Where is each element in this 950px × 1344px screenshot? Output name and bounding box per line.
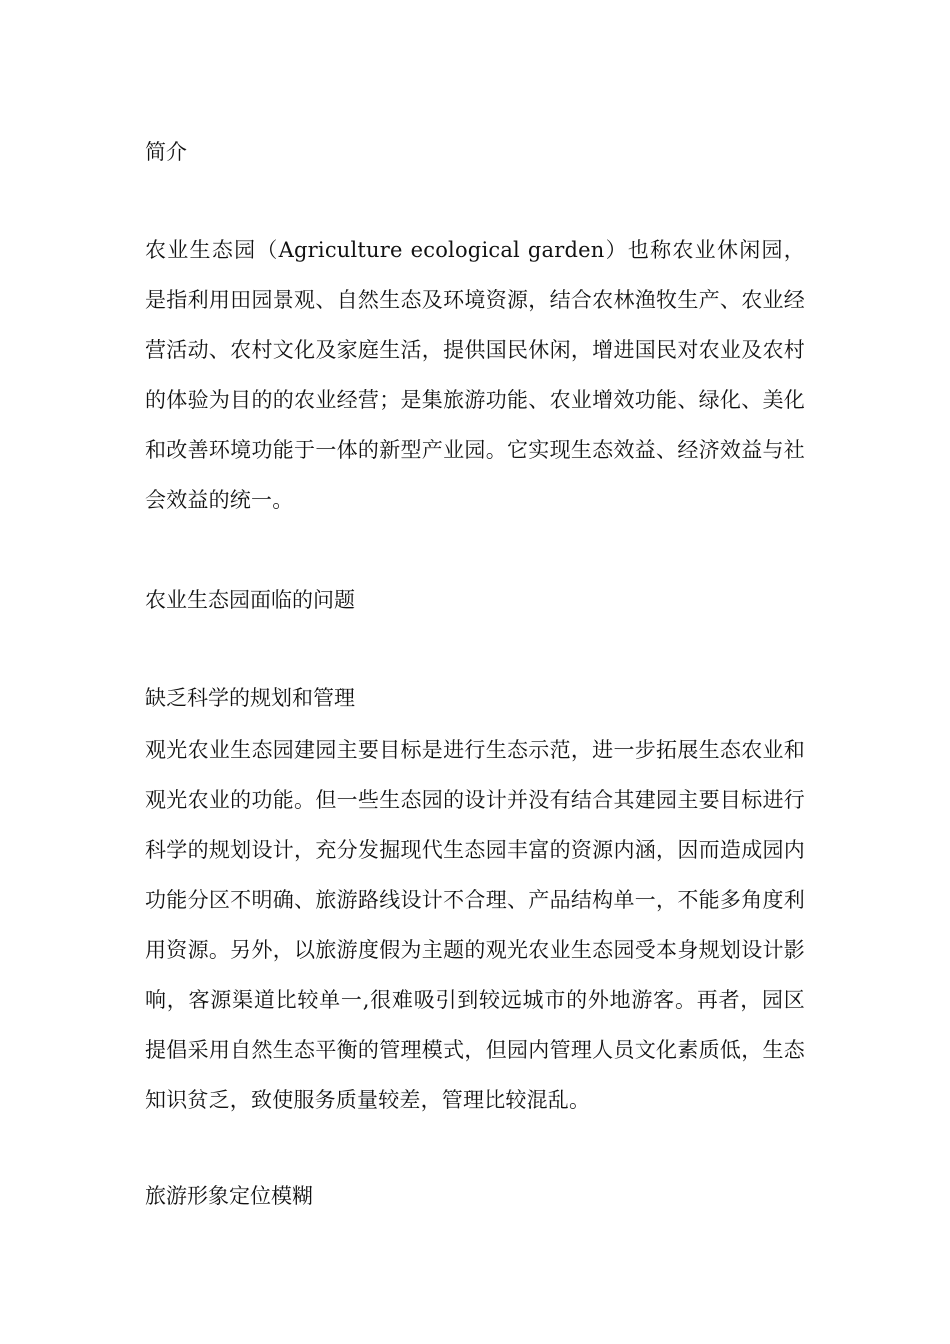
positioning-subheading: 旅游形象定位模糊 [145, 1184, 313, 1208]
planning-paragraph: 观光农业生态园建园主要目标是进行生态示范，进一步拓展生态农业和观光农业的功能。但一些生态园的设计并没有结合其建园主要目标进行科学的规划设计，充分发掘现代生态园丰富的资源内涵，因而造成园内功能分区不明确、旅游路线设计不合理、产品结构单一，不能多角度利用资源。另外，以旅游度假为主题的观光农业生态园受本身规划设计影响，客源渠道比较单一,很难吸引到较远城市的外地游客。再者，园区提倡采用自然生态平衡的管理模式，但园内管理人员文化素质低，生态知识贫乏，致使服务质量较差，管理比较混乱。 [145, 738, 805, 1112]
problems-heading: 农业生态园面临的问题 [145, 588, 355, 612]
intro-heading: 简介 [145, 140, 187, 164]
planning-subheading: 缺乏科学的规划和管理 [145, 686, 355, 710]
intro-paragraph: 农业生态园（Agriculture ecological garden）也称农业休闲园，是指利用田园景观、自然生态及环境资源，结合农林渔牧生产、农业经营活动、农村文化及家庭生活，提供国民休闲，增进国民对农业及农村的体验为目的的农业经营；是集旅游功能、农业增效功能、绿化、美化和改善环境功能于一体的新型产业园。它实现生态效益、经济效益与社会效益的统一。 [145, 238, 805, 512]
